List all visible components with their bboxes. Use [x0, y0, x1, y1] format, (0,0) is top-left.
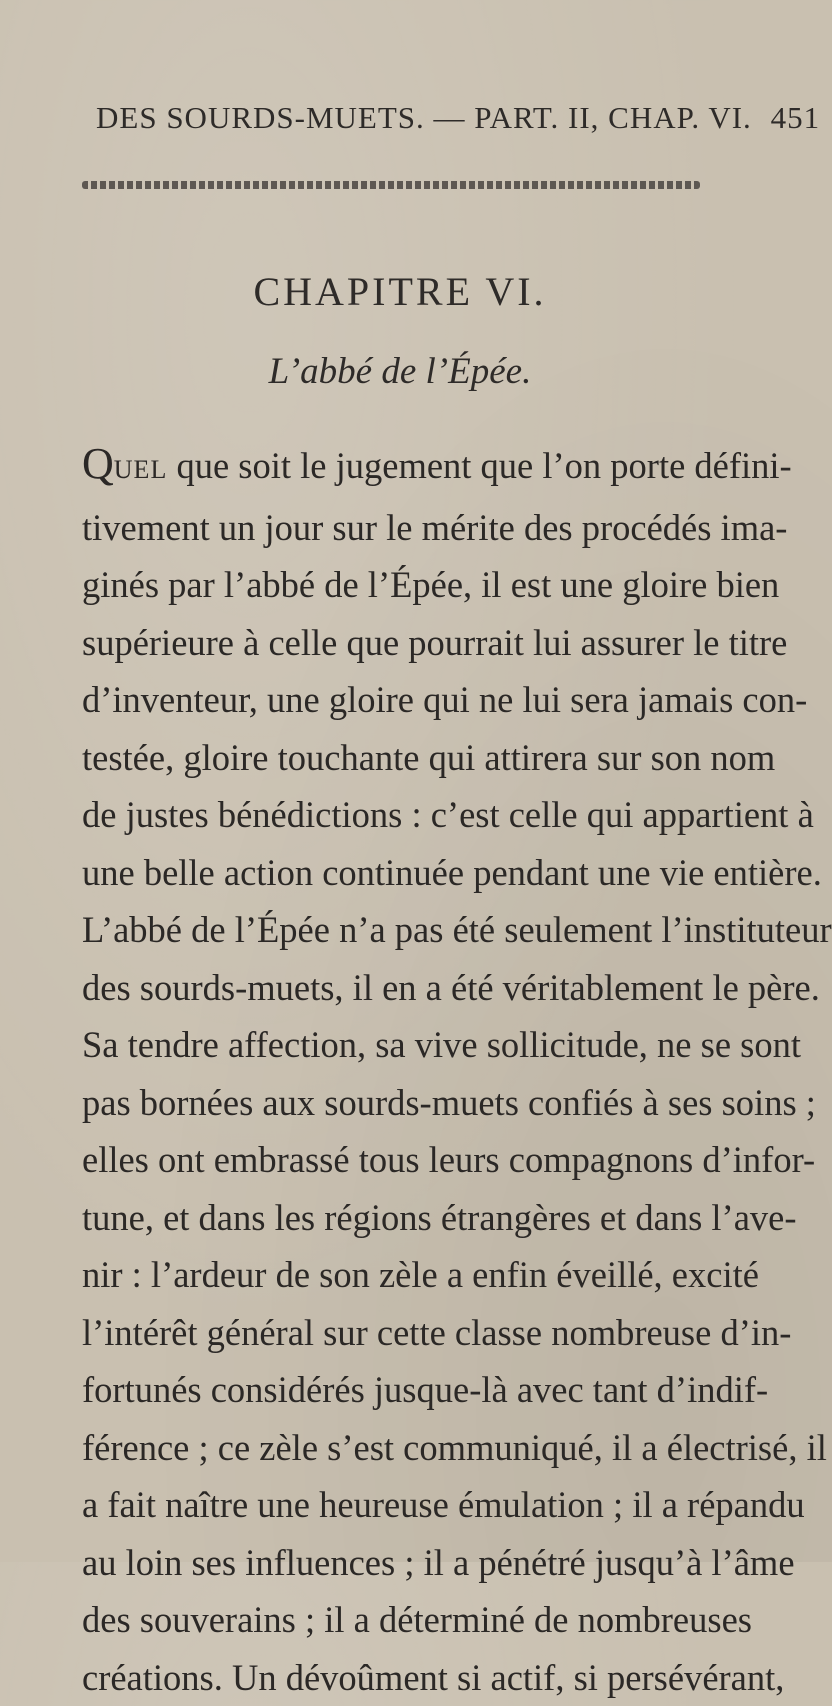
- text-line: fortunés considérés jusque-là avec tant d’indif-: [82, 1361, 718, 1419]
- opening-line-rest: que soit le jugement que l’on porte défini-: [167, 445, 791, 486]
- text-line: tivement un jour sur le mérite des procédés ima-: [82, 499, 718, 557]
- running-title: DES SOURDS-MUETS. — PART. II, CHAP. VI.: [96, 100, 752, 135]
- text-line: des souverains ; il a déterminé de nombreuses: [82, 1591, 718, 1649]
- text-line: de justes bénédictions : c’est celle qui appartient à: [82, 786, 718, 844]
- text-line: tune, et dans les régions étrangères et dans l’ave-: [82, 1189, 718, 1247]
- text-line: l’intérêt général sur cette classe nombreuse d’in-: [82, 1304, 718, 1362]
- text-line: férence ; ce zèle s’est communiqué, il a électrisé, il: [82, 1419, 718, 1477]
- small-caps: UEL: [114, 455, 168, 484]
- text-line: des sourds-muets, il en a été véritablement le père.: [82, 959, 718, 1017]
- running-head: [96, 100, 696, 136]
- text-line: [82, 435, 718, 499]
- text-line: nir : l’ardeur de son zèle a enfin éveillé, excité: [82, 1246, 718, 1304]
- text-line: Sa tendre affection, sa vive sollicitude, ne se sont: [82, 1016, 718, 1074]
- text-line: a fait naître une heureuse émulation ; il a répandu: [82, 1476, 718, 1534]
- chapter-title: CHAPITRE VI.: [0, 268, 800, 315]
- chapter-subtitle: L’abbé de l’Épée.: [0, 350, 800, 393]
- drop-cap: Q: [82, 439, 114, 488]
- text-line: ginés par l’abbé de l’Épée, il est une gloire bien: [82, 556, 718, 614]
- page-number: 451: [771, 100, 821, 135]
- text-line: pas bornées aux sourds-muets confiés à ses soins ;: [82, 1074, 718, 1132]
- text-line: d’inventeur, une gloire qui ne lui sera jamais con-: [82, 671, 718, 729]
- text-line: elles ont embrassé tous leurs compagnons d’infor-: [82, 1131, 718, 1189]
- text-line: créations. Un dévoûment si actif, si persévérant,: [82, 1649, 718, 1706]
- drop-cap-word: [82, 445, 167, 486]
- text-line: L’abbé de l’Épée n’a pas été seulement l’instituteur: [82, 901, 718, 959]
- text-line: une belle action continuée pendant une vie entière.: [82, 844, 718, 902]
- ornamental-rule: [82, 181, 700, 189]
- text-line: au loin ses influences ; il a pénétré jusqu’à l’âme: [82, 1534, 718, 1592]
- body-paragraph: [82, 435, 718, 1706]
- text-line: supérieure à celle que pourrait lui assurer le titre: [82, 614, 718, 672]
- text-line: testée, gloire touchante qui attirera sur son nom: [82, 729, 718, 787]
